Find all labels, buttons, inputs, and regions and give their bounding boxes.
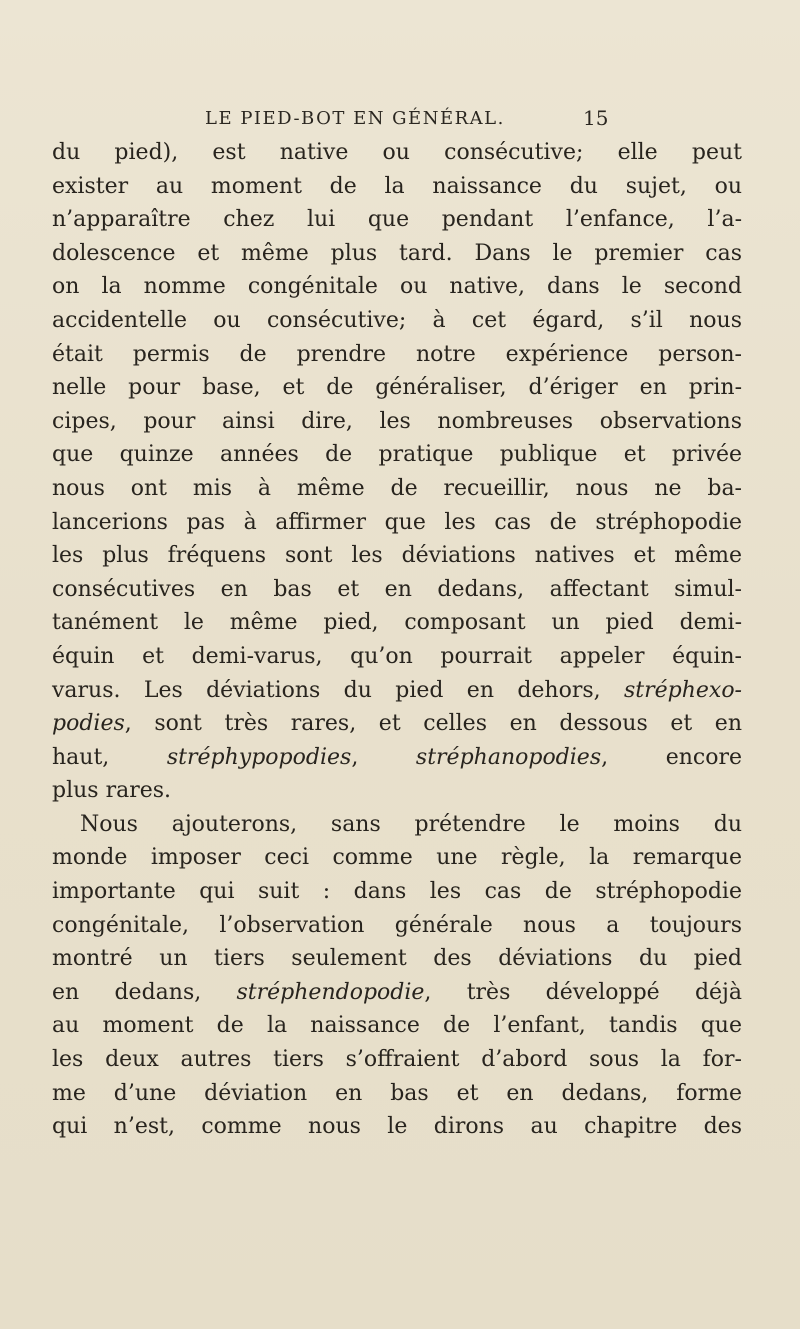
text-line: tanément le même pied, composant un pied demi- <box>52 610 742 636</box>
text-run: , <box>351 744 416 770</box>
text-line: que quinze années de pratique publique et privée <box>52 442 742 468</box>
text-run: , sont très rares, et celles en dessous et en <box>124 711 742 737</box>
text-line <box>52 741 742 775</box>
text-run: haut, <box>52 744 167 770</box>
text-line: équin et demi-varus, qu’on pourrait appeler équin- <box>52 643 742 669</box>
text-line: était permis de prendre notre expérience person- <box>52 341 742 367</box>
text-line: consécutives en bas et en dedans, affectant simul- <box>52 576 742 602</box>
text-line: me d’une déviation en bas et en dedans, forme <box>52 1080 742 1106</box>
text-run: en dedans, <box>52 979 237 1005</box>
text-line: au moment de la naissance de l’enfant, tandis que <box>52 1013 742 1039</box>
text-line: lancerions pas à affirmer que les cas de stréphopodie <box>52 509 742 535</box>
page-number: 15 <box>583 106 609 130</box>
text-line <box>52 707 742 741</box>
text-line: exister au moment de la naissance du sujet, ou <box>52 173 742 199</box>
text-run: , très développé déjà <box>424 979 742 1005</box>
text-line <box>52 674 742 708</box>
text-line: cipes, pour ainsi dire, les nombreuses observations <box>52 408 742 434</box>
text-line: Nous ajouterons, sans prétendre le moins du <box>80 811 742 837</box>
text-line: plus rares. <box>52 778 172 804</box>
running-head-title: LE PIED-BOT EN GÉNÉRAL. <box>205 108 505 129</box>
text-line: on la nomme congénitale ou native, dans le second <box>52 274 742 300</box>
italic-term: stréphanopodies <box>415 744 602 770</box>
text-line: qui n’est, comme nous le dirons au chapitre des <box>52 1114 742 1140</box>
text-line: les plus fréquens sont les déviations natives et même <box>52 543 742 569</box>
running-head <box>0 102 800 136</box>
text-run: varus. Les déviations du pied en dehors, <box>52 677 624 703</box>
text-line: n’apparaître chez lui que pendant l’enfance, l’a- <box>52 207 742 233</box>
text-line <box>52 976 742 1010</box>
text-line: du pied), est native ou consécutive; elle peut <box>52 140 742 165</box>
text-line: nelle pour base, et de généraliser, d’ériger en prin- <box>52 375 742 401</box>
italic-term: stréphendopodie <box>236 979 425 1005</box>
text-line: congénitale, l’observation générale nous a toujours <box>52 912 742 938</box>
text-line: montré un tiers seulement des déviations du pied <box>52 946 742 972</box>
text-line: importante qui suit : dans les cas de stréphopodie <box>52 879 742 905</box>
text-run: , encore <box>601 744 742 770</box>
text-line: nous ont mis à même de recueillir, nous ne ba- <box>52 475 742 501</box>
italic-term: stréphexo- <box>623 677 742 703</box>
italic-term: podies <box>52 711 125 737</box>
text-line: accidentelle ou consécutive; à cet égard, s’il nous <box>52 307 742 333</box>
body-text <box>52 136 742 1144</box>
text-line: monde imposer ceci comme une règle, la remarque <box>52 845 742 871</box>
text-line: dolescence et même plus tard. Dans le premier cas <box>52 240 742 266</box>
text-line: les deux autres tiers s’offraient d’abord sous la for- <box>52 1047 742 1073</box>
italic-term: stréphypopodies <box>166 744 352 770</box>
